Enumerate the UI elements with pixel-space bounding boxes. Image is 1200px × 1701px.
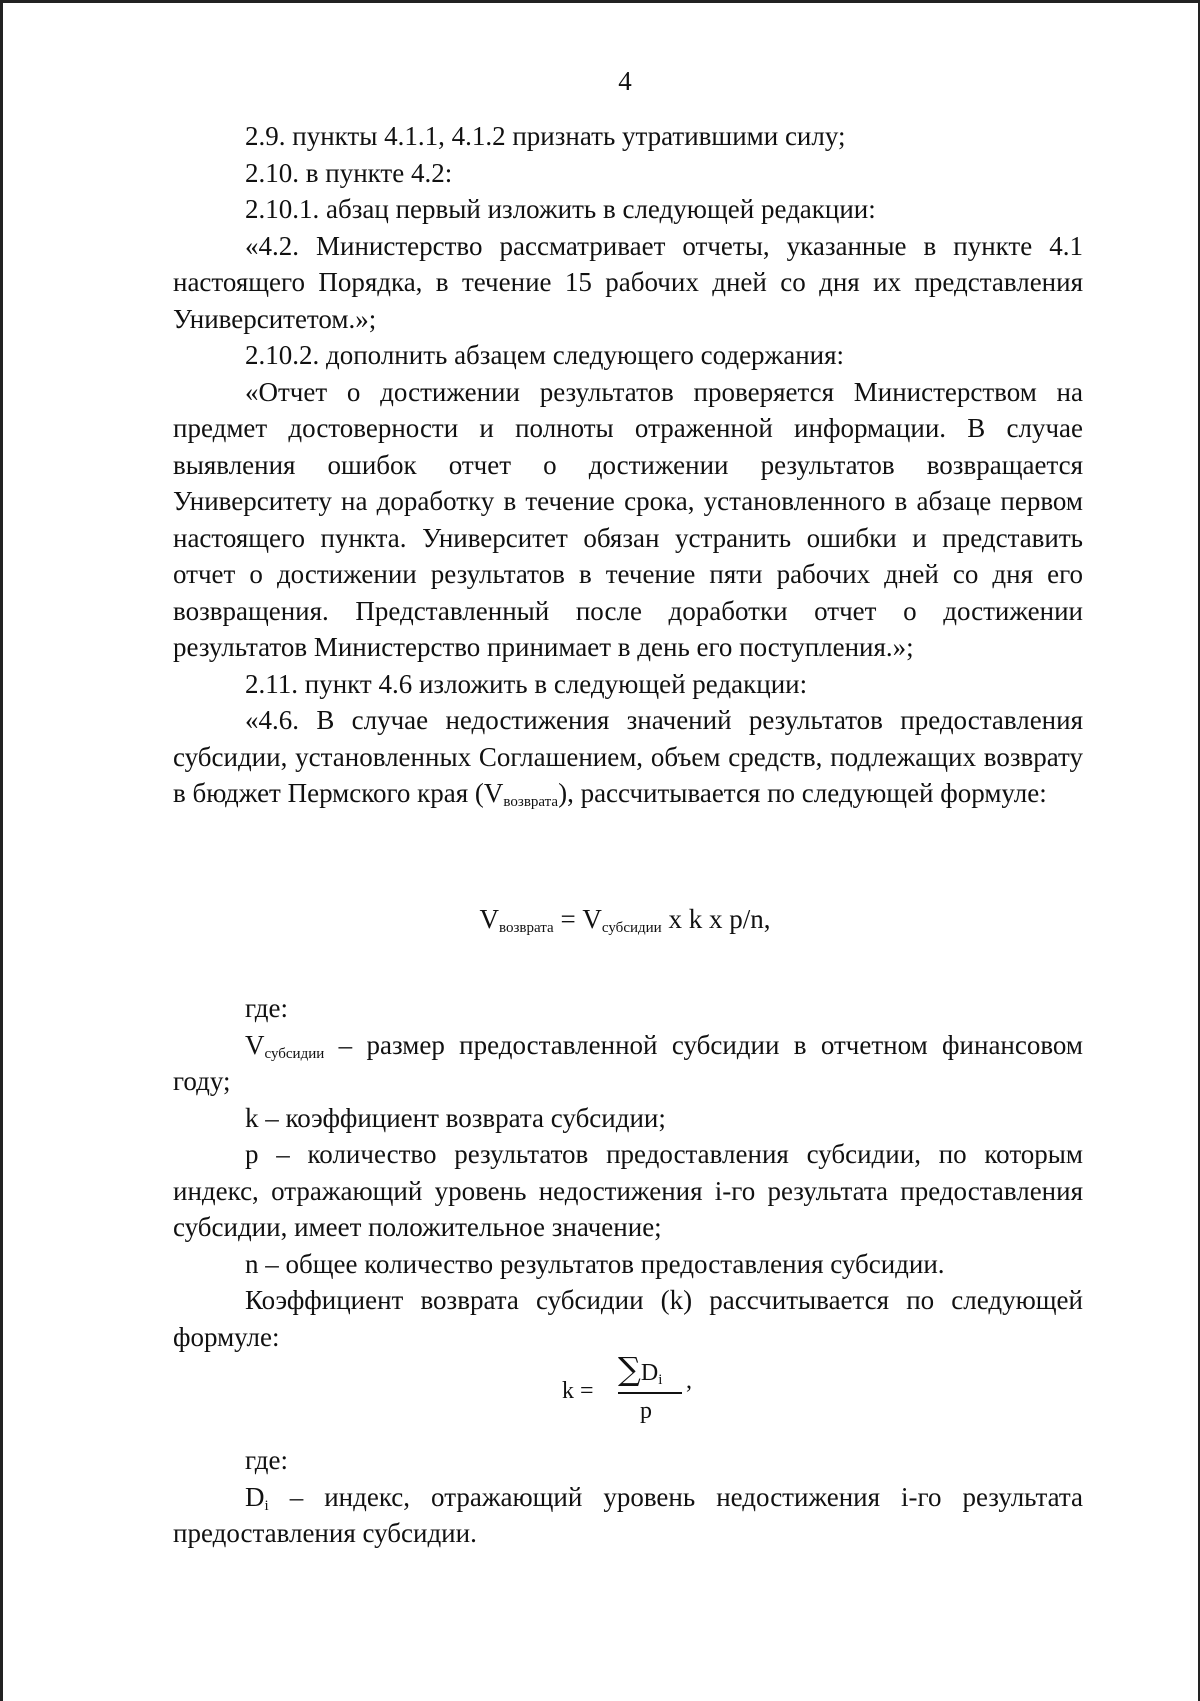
para-report-quote: «Отчет о достижении результатов проверяется Министерством на предмет достоверности и полноты отраженной информации. В случае выявления ошибок отчет о достижении результатов возвращается Университету на доработку в течение срока, установленного в абзаце первом настоящего пункта. Университет обязан устранить ошибки и представить отчет о достижении результатов в течение пяти рабочих дней со дня его возвращения. Представленный после доработки отчет о достижении результатов Министерство принимает в день его поступления.»; xyxy=(173,376,1083,662)
fraction-denominator: p xyxy=(640,1398,652,1424)
formula-return-volume xyxy=(0,904,1200,935)
numerator-d: D xyxy=(640,1360,659,1386)
formula-sub-vozvrata: возврата xyxy=(499,920,554,936)
fraction-lhs: k = xyxy=(562,1378,594,1404)
where-label-2: где: xyxy=(245,1445,288,1475)
para-4-6-quote xyxy=(173,702,1083,812)
page-number: 4 xyxy=(618,66,632,96)
definitions-block xyxy=(173,990,1083,1355)
para-4-6-after: ), рассчитывается по следующей формуле: xyxy=(558,778,1047,808)
k-intro: Коэффициент возврата субсидии (k) рассчитывается по следующей формуле: xyxy=(173,1285,1083,1352)
def-p: p – количество результатов предоставления субсидии, по которым индекс, отражающий уровень недостижения i-го результата предоставления субсидии, имеет положительное значение; xyxy=(173,1139,1083,1242)
def-v-text: – размер предоставленной субсидии в отчетном финансовом году; xyxy=(173,1029,1083,1096)
where-label-1: где: xyxy=(245,993,288,1023)
upper-text-block xyxy=(173,118,1083,812)
fraction-bar xyxy=(618,1392,682,1394)
para-2-10-1: 2.10.1. абзац первый изложить в следующей редакции: xyxy=(245,194,876,224)
formula-rest: x k x p/n, xyxy=(661,904,771,934)
formula-eq: = V xyxy=(553,904,602,934)
def-n: n – общее количество результатов предоставления субсидии. xyxy=(245,1248,945,1279)
def-v-sub: субсидии xyxy=(264,1045,325,1062)
numerator-i: i xyxy=(658,1372,663,1388)
para-4-2-quote: «4.2. Министерство рассматривает отчеты, указанные в пункте 4.1 настоящего Порядка, в течение 15 рабочих дней со дня их представления Университетом.»; xyxy=(173,230,1083,334)
para-2-9: 2.9. пункты 4.1.1, 4.1.2 признать утратившими силу; xyxy=(245,121,846,151)
final-block xyxy=(173,1442,1083,1552)
scan-edge-left xyxy=(0,0,3,1701)
sigma-symbol: ∑ xyxy=(618,1350,641,1388)
formula-k-fraction xyxy=(562,1350,742,1450)
def-di xyxy=(173,1479,1083,1552)
def-k: k – коэффициент возврата субсидии; xyxy=(245,1102,666,1133)
def-v-subsidii xyxy=(173,1027,1083,1100)
para-2-10: 2.10. в пункте 4.2: xyxy=(245,157,453,188)
para-4-6-sub: возврата xyxy=(503,794,559,810)
def-di-letter: D xyxy=(245,1481,265,1512)
def-v-letter: V xyxy=(245,1029,265,1060)
def-di-text: – индекс, отражающий уровень недостижения i-го результата предоставления субсидии. xyxy=(173,1481,1083,1548)
scan-edge-top xyxy=(0,0,1200,3)
para-4-6-before: «4.6. В случае недостижения значений результатов предоставления субсидии, установленных Соглашением, объем средств, подлежащих возврату в бюджет Пермского края (V xyxy=(173,705,1083,808)
fraction-comma: , xyxy=(686,1368,692,1394)
para-2-10-2: 2.10.2. дополнить абзацем следующего содержания: xyxy=(245,340,845,370)
formula-sub-subsidii: субсидии xyxy=(601,920,662,936)
fraction-numerator xyxy=(618,1350,662,1388)
def-di-sub: i xyxy=(264,1497,269,1514)
formula-v: V xyxy=(479,904,500,934)
para-2-11: 2.11. пункт 4.6 изложить в следующей редакции: xyxy=(245,668,808,699)
